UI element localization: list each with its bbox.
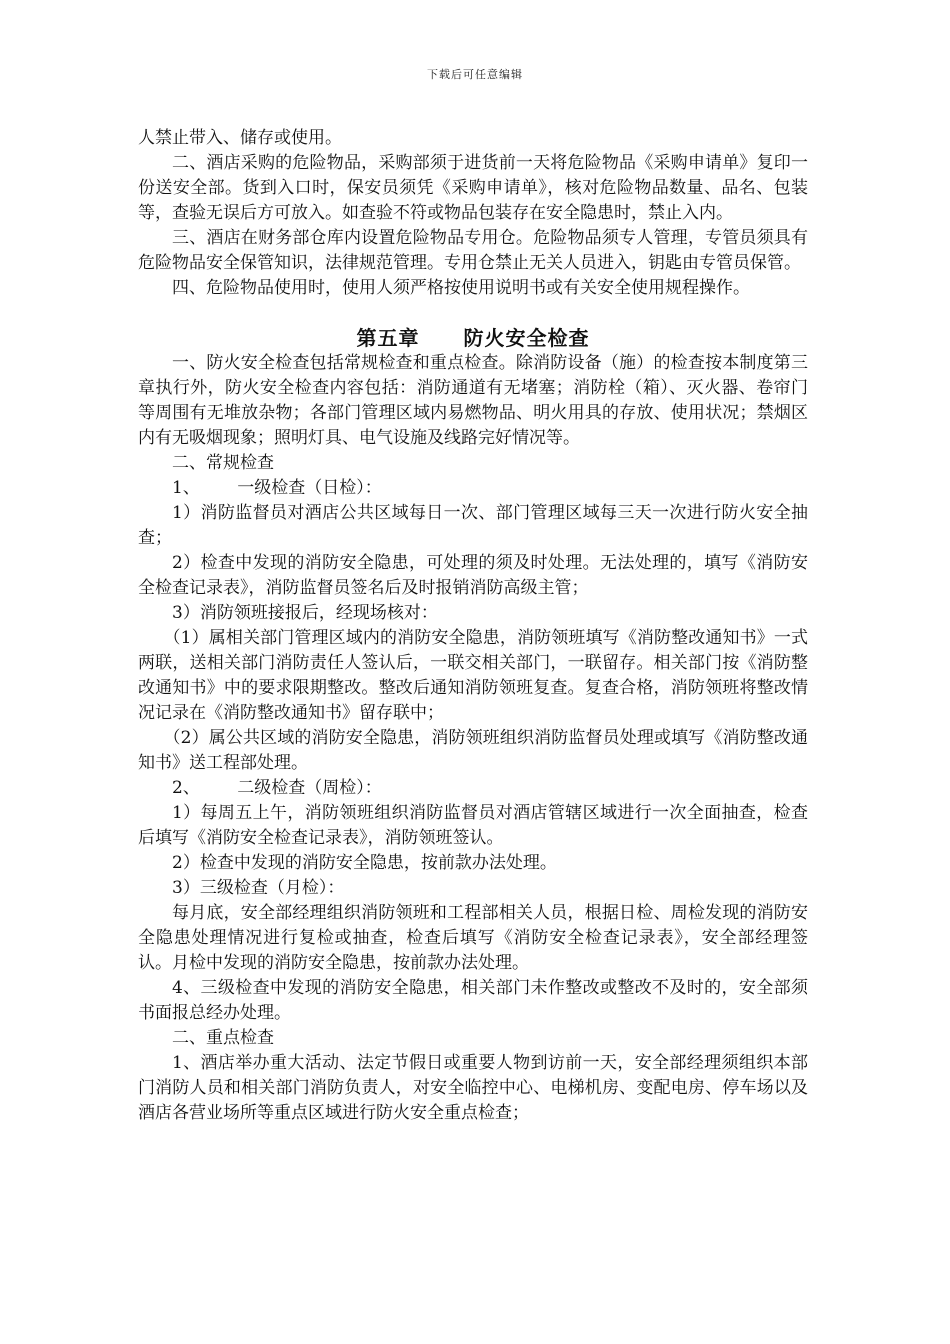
paragraph: 3）三级检查（月检）：	[172, 878, 345, 898]
paragraph: 4、三级检查中发现的消防安全隐患，相关部门未作整改或整改不及时的，安全部须书面报总经办处理。	[138, 978, 808, 1023]
paragraph: （2）属公共区域的消防安全隐患，消防领班组织消防监督员处理或填写《消防整改通知书》送工程部处理。	[138, 728, 808, 773]
document-body	[138, 126, 808, 1126]
list-number: 1、	[172, 478, 200, 498]
chapter-number: 第五章	[356, 326, 420, 350]
paragraph: 每月底，安全部经理组织消防领班和工程部相关人员，根据日检、周检发现的消防安全隐患处理情况进行复检或抽查，检查后填写《消防安全检查记录表》，安全部经理签认。月检中发现的消防安全隐患，按前款办法处理。	[138, 903, 808, 973]
paragraph: 1）每周五上午，消防领班组织消防监督员对酒店管辖区域进行一次全面抽查，检查后填写《消防安全检查记录表》，消防领班签认。	[138, 803, 808, 848]
paragraph: 1）消防监督员对酒店公共区域每日一次、部门管理区域每三天一次进行防火安全抽查；	[138, 503, 808, 548]
paragraph: 人禁止带入、储存或使用。	[138, 128, 342, 148]
list-title: 二级检查（周检）：	[237, 778, 382, 798]
paragraph: 一、防火安全检查包括常规检查和重点检查。除消防设备（施）的检查按本制度第三章执行外，防火安全检查内容包括：消防通道有无堵塞；消防栓（箱）、灭火器、卷帘门等周围有无堆放杂物；各部门管理区域内易燃物品、明火用具的存放、使用状况；禁烟区内有无吸烟现象；照明灯具、电气设施及线路完好情况等。	[138, 353, 808, 448]
paragraph: 四、危险物品使用时，使用人须严格按使用说明书或有关安全使用规程操作。	[172, 278, 750, 298]
paragraph: 1、酒店举办重大活动、法定节假日或重要人物到访前一天，安全部经理须组织本部门消防人员和相关部门消防负责人，对安全临控中心、电梯机房、变配电房、停车场以及酒店各营业场所等重点区域进行防火安全重点检查；	[138, 1053, 808, 1123]
list-number: 2、	[172, 778, 200, 798]
paragraph: 3）消防领班接报后，经现场核对：	[172, 603, 438, 623]
paragraph: 2）检查中发现的消防安全隐患，按前款办法处理。	[172, 853, 557, 873]
list-title: 一级检查（日检）：	[237, 478, 382, 498]
page-header: 下载后可任意编辑	[427, 68, 523, 81]
section-heading: 二、常规检查	[172, 453, 274, 473]
paragraph: （1）属相关部门管理区域内的消防安全隐患，消防领班填写《消防整改通知书》一式两联，送相关部门消防责任人签认后，一联交相关部门，一联留存。相关部门按《消防整改通知书》中的要求限期整改。整改后通知消防领班复查。复查合格，消防领班将整改情况记录在《消防整改通知书》留存联中；	[138, 628, 808, 723]
chapter-title	[138, 325, 808, 351]
paragraph: 三、酒店在财务部仓库内设置危险物品专用仓。危险物品须专人管理，专管员须具有危险物品安全保管知识，法律规范管理。专用仓禁止无关人员进入，钥匙由专管员保管。	[138, 228, 808, 273]
paragraph: 二、酒店采购的危险物品，采购部须于进货前一天将危险物品《采购申请单》复印一份送安全部。货到入口时，保安员须凭《采购申请单》，核对危险物品数量、品名、包装等，查验无误后方可放入。如查验不符或物品包装存在安全隐患时，禁止入内。	[138, 153, 808, 223]
paragraph: 2）检查中发现的消防安全隐患，可处理的须及时处理。无法处理的，填写《消防安全检查记录表》，消防监督员签名后及时报销消防高级主管；	[138, 553, 808, 598]
list-heading	[138, 476, 808, 501]
list-heading	[138, 776, 808, 801]
chapter-name: 防火安全检查	[463, 326, 590, 350]
section-heading: 二、重点检查	[172, 1028, 274, 1048]
